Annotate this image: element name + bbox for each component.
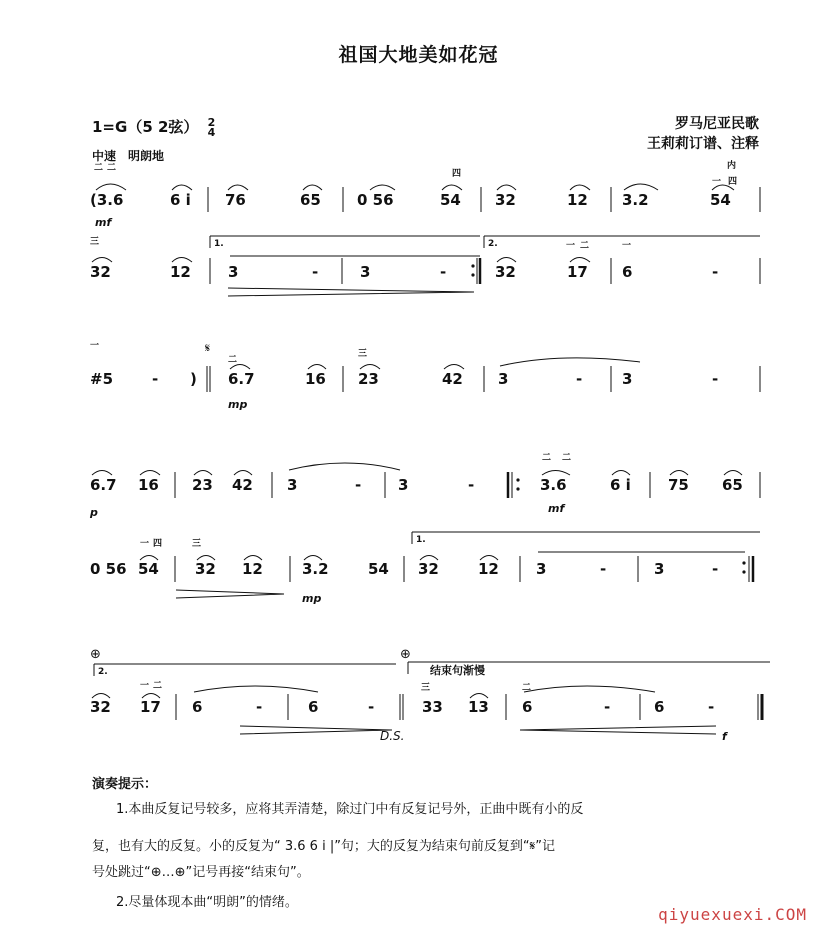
tip-item-1-line-1: 1.本曲反复记号较多，应将其弄清楚，除过门中有反复记号外，正曲中既有小的反 [116, 802, 584, 817]
svg-text:一: 一 [622, 241, 632, 251]
note: - [600, 560, 607, 578]
dynamic-mp: mp [228, 398, 248, 411]
dynamic-f: f [722, 730, 727, 743]
note: - [712, 370, 719, 388]
svg-text:内: 内 [727, 161, 737, 171]
note: 32 [495, 191, 516, 209]
note: - [468, 476, 475, 494]
note: 3.2 [622, 191, 649, 209]
note: 6 [522, 698, 533, 716]
note: 6.7 [228, 370, 255, 388]
tip-item-1-line-3: 号处跳过“⊕…⊕”记号再接“结束句”。 [92, 865, 310, 880]
editor-credit: 王莉莉订谱、注释 [647, 136, 759, 152]
score-row-2 [90, 236, 760, 296]
svg-text:一: 一 [712, 177, 722, 187]
note: - [355, 476, 362, 494]
note: 12 [170, 263, 191, 281]
score-row-3 [90, 341, 760, 411]
svg-text:四: 四 [728, 177, 738, 187]
svg-text:三: 三 [358, 349, 368, 359]
page-title: 祖国大地美如花冠 [338, 44, 499, 66]
coda-mark: ⊕ [400, 647, 411, 662]
note: 32 [90, 263, 111, 281]
note: - [440, 263, 447, 281]
note: 3 [398, 476, 409, 494]
note: 6 i [170, 191, 191, 209]
coda-mark: ⊕ [90, 647, 101, 662]
note: 16 [305, 370, 326, 388]
key-label: 1=G（5 2弦） [92, 118, 199, 136]
note: 17 [567, 263, 588, 281]
note: 33 [422, 698, 443, 716]
score-row-4 [89, 452, 760, 519]
note: 65 [722, 476, 743, 494]
ds-mark: D.S. [380, 729, 405, 743]
note: 6 [622, 263, 633, 281]
note: 6.7 [90, 476, 117, 494]
note: 3 [536, 560, 547, 578]
note: 6 i [610, 476, 631, 494]
origin-credit: 罗马尼亚民歌 [675, 116, 759, 132]
svg-text:二: 二 [522, 683, 532, 693]
note: - [368, 698, 375, 716]
ending-label: 结束句渐慢 [430, 664, 485, 677]
score-row-1 [90, 159, 760, 229]
svg-text:二: 二 [542, 453, 552, 463]
note: 54 [440, 191, 461, 209]
note: - [708, 698, 715, 716]
tips-heading: 演奏提示： [92, 777, 158, 792]
note: - [152, 370, 159, 388]
note: 16 [138, 476, 159, 494]
dynamic-mf: mf [95, 216, 112, 229]
note: - [712, 263, 719, 281]
note: 42 [232, 476, 253, 494]
note: - [712, 560, 719, 578]
note: 3 [654, 560, 665, 578]
note: 13 [468, 698, 489, 716]
svg-text:二: 二 [562, 453, 572, 463]
volta-2: 2. [98, 667, 108, 677]
note: 3 [360, 263, 371, 281]
note: 12 [478, 560, 499, 578]
note: 6 [654, 698, 665, 716]
volta-1: 1. [214, 239, 224, 249]
note: (3.6 [90, 191, 124, 209]
note: 0 56 [90, 560, 127, 578]
volta-1: 1. [416, 535, 426, 545]
score-row-5 [90, 532, 760, 605]
note: 54 [368, 560, 389, 578]
svg-text:三: 三 [90, 237, 100, 247]
note: 3.2 [302, 560, 329, 578]
svg-text:二: 二 [580, 241, 590, 251]
note: - [576, 370, 583, 388]
note: 0 56 [357, 191, 394, 209]
note: 76 [225, 191, 246, 209]
dynamic-mf: mf [548, 502, 565, 515]
note: 32 [495, 263, 516, 281]
note: 12 [567, 191, 588, 209]
note: ) [190, 370, 197, 388]
time-signature: 2 4 [207, 115, 216, 139]
note: 6 [192, 698, 203, 716]
note: 23 [358, 370, 379, 388]
svg-text:三: 三 [192, 539, 202, 549]
svg-text:二: 二 [94, 163, 104, 173]
svg-text:一: 一 [140, 681, 150, 691]
tip-item-2: 2.尽量体现本曲“明朗”的情绪。 [116, 895, 298, 910]
note: 23 [192, 476, 213, 494]
segno-mark: 𝄋 [205, 341, 211, 355]
volta-2: 2. [488, 239, 498, 249]
note: 17 [140, 698, 161, 716]
svg-text:二: 二 [228, 355, 238, 365]
note: 3 [228, 263, 239, 281]
note: 6 [308, 698, 319, 716]
note: 3.6 [540, 476, 567, 494]
note: 3 [498, 370, 509, 388]
tempo-marking: 中速 明朗地 [92, 149, 165, 163]
note: 65 [300, 191, 321, 209]
note: 3 [287, 476, 298, 494]
svg-text:一: 一 [140, 539, 150, 549]
svg-text:一: 一 [90, 341, 100, 351]
watermark: qiyuexuexi.COM [658, 905, 807, 924]
dynamic-mp: mp [302, 592, 322, 605]
note: - [312, 263, 319, 281]
note: 3 [622, 370, 633, 388]
svg-text:四: 四 [452, 169, 462, 179]
note: 54 [138, 560, 159, 578]
svg-text:二: 二 [153, 681, 163, 691]
tip-item-1-line-2: 复，也有大的反复。小的反复为“ 3.6 6 i |”句；大的反复为结束句前反复到“𝄋”记 [92, 839, 555, 854]
note: - [604, 698, 611, 716]
note: 12 [242, 560, 263, 578]
svg-text:二: 二 [107, 163, 117, 173]
note: 32 [90, 698, 111, 716]
note: 32 [195, 560, 216, 578]
score-row-6 [90, 647, 770, 743]
note: 42 [442, 370, 463, 388]
dynamic-p: p [90, 506, 98, 519]
svg-text:一: 一 [566, 241, 576, 251]
note: 32 [418, 560, 439, 578]
note: 75 [668, 476, 689, 494]
svg-text:三: 三 [421, 683, 431, 693]
note: #5 [90, 370, 114, 388]
svg-text:四: 四 [153, 539, 163, 549]
note: 54 [710, 191, 731, 209]
note: - [256, 698, 263, 716]
